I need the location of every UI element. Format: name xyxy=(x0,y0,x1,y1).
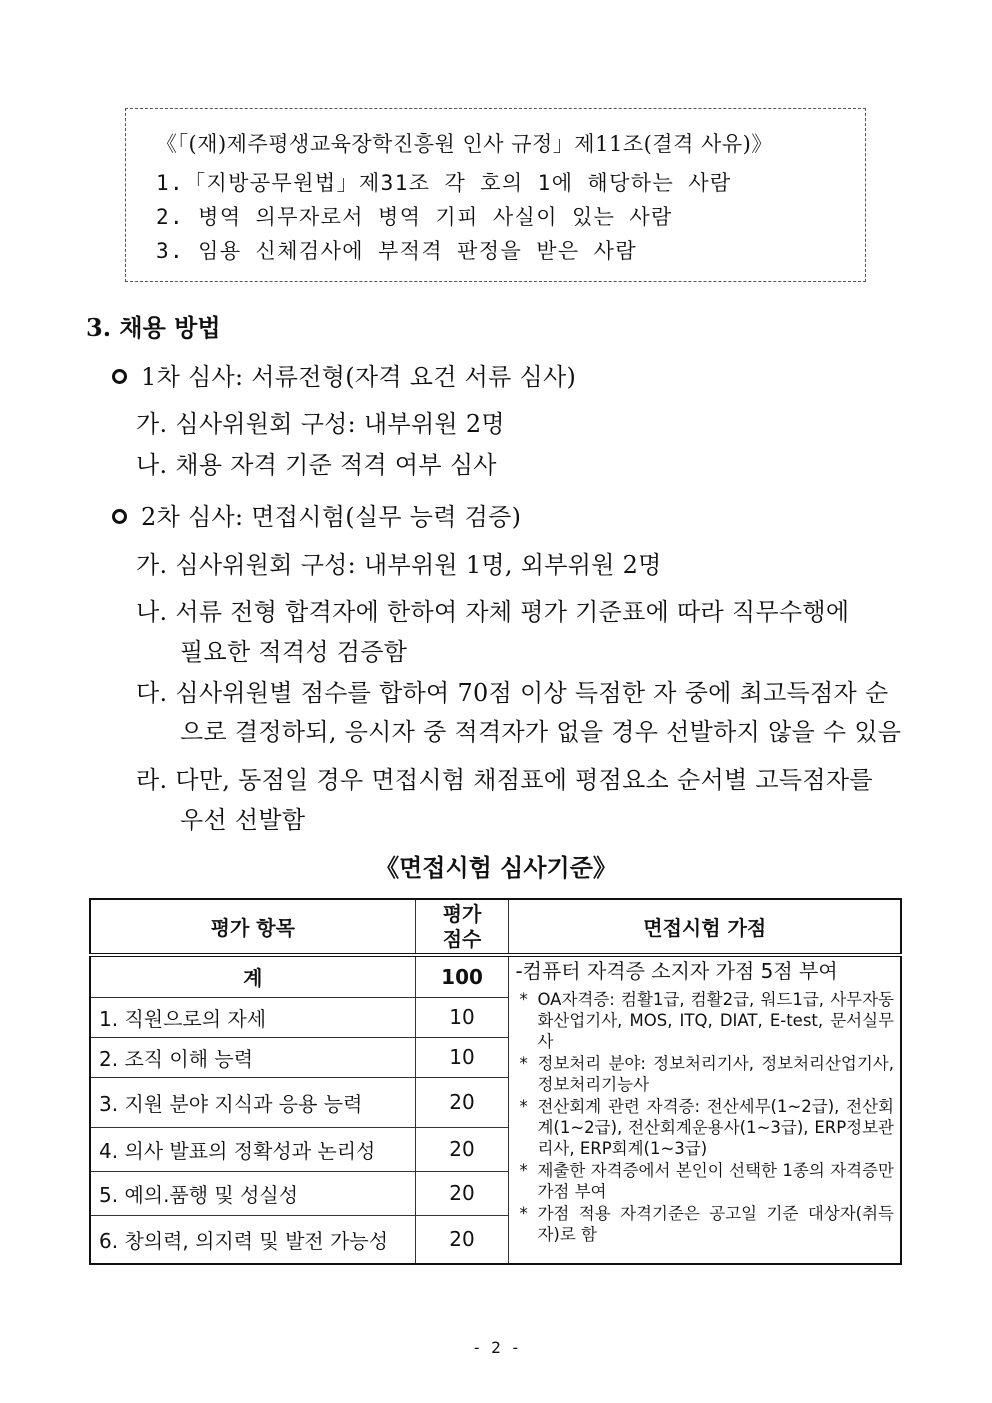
header-score xyxy=(415,899,509,955)
circle-bullet-icon xyxy=(112,509,127,524)
row-score: 20 xyxy=(415,1077,509,1127)
row-label: 6. 창의력, 의지력 및 발전 가능성 xyxy=(90,1215,415,1264)
row-score: 20 xyxy=(415,1127,509,1171)
asterisk-icon: * xyxy=(519,1097,528,1116)
asterisk-icon: * xyxy=(519,1204,528,1223)
stage2-item-d-line1: 라. 다만, 동점일 경우 면접시험 채점표에 평점요소 순서별 고득점자를 xyxy=(136,766,873,794)
regulation-box xyxy=(125,108,866,282)
bonus-notes-cell xyxy=(509,955,901,1264)
page-number: - 2 - xyxy=(471,1338,521,1357)
asterisk-icon: * xyxy=(519,1054,528,1073)
regulation-item-3: 3. 임용 신체검사에 부적격 판정을 받은 사람 xyxy=(156,239,638,263)
circle-bullet-icon xyxy=(112,369,127,384)
asterisk-icon: * xyxy=(519,1161,528,1180)
stage2-item-b-line2: 필요한 적격성 검증함 xyxy=(180,638,408,666)
total-score: 100 xyxy=(415,955,509,997)
stage1-item-b: 나. 채용 자격 기준 적격 여부 심사 xyxy=(136,451,497,479)
row-score: 10 xyxy=(415,1037,509,1077)
stage2-item-d-line2: 우선 선발함 xyxy=(180,806,306,834)
bonus-note-3: * 전산회계 관련 자격증: 전산세무(1~2급), 전산회계(1~2급), 전산회계운용사(1~3급), ERP정보관리사, ERP회계(1~3급) xyxy=(519,1097,894,1158)
stage2-item-b-line1: 나. 서류 전형 합격자에 한하여 자체 평가 기준표에 따라 직무수행에 xyxy=(136,598,850,626)
row-label: 2. 조직 이해 능력 xyxy=(90,1037,415,1077)
bonus-note-2: * 정보처리 분야: 정보처리기사, 정보처리산업기사, 정보처리기능사 xyxy=(519,1054,894,1094)
stage1-title-line xyxy=(112,357,576,392)
row-score: 20 xyxy=(415,1215,509,1264)
header-bonus: 면접시험 가점 xyxy=(509,899,901,955)
stage2-title: 2차 심사: 면접시험(실무 능력 검증) xyxy=(141,503,522,531)
section-heading: 3. 채용 방법 xyxy=(86,313,221,342)
table-row-total xyxy=(90,955,901,997)
stage2-item-a: 가. 심사위원회 구성: 내부위원 1명, 외부위원 2명 xyxy=(136,551,662,579)
interview-criteria-table xyxy=(89,898,902,1265)
header-score-line2: 점수 xyxy=(442,926,482,951)
stage1-item-a: 가. 심사위원회 구성: 내부위원 2명 xyxy=(136,410,505,438)
bonus-note-1: * OA자격증: 컴활1급, 컴활2급, 워드1급, 사무자동화산업기사, MOS, ITQ, DIAT, E-test, 문서실무사 xyxy=(519,990,894,1051)
header-score-line1: 평가 xyxy=(442,901,482,926)
row-label: 4. 의사 발표의 정확성과 논리성 xyxy=(90,1127,415,1171)
header-item: 평가 항목 xyxy=(90,899,415,955)
total-label: 계 xyxy=(90,955,415,997)
regulation-item-2: 2. 병역 의무자로서 병역 기피 사실이 있는 사람 xyxy=(156,205,673,229)
stage2-item-c-line1: 다. 심사위원별 점수를 합하여 70점 이상 득점한 자 중에 최고득점자 순 xyxy=(136,679,889,707)
bonus-intro: -컴퓨터 자격증 소지자 가점 5점 부여 xyxy=(515,959,838,983)
bonus-note-4: * 제출한 자격증에서 본인이 선택한 1종의 자격증만 가점 부여 xyxy=(519,1161,894,1201)
row-label: 5. 예의.품행 및 성실성 xyxy=(90,1171,415,1215)
row-label: 3. 지원 분야 지식과 응용 능력 xyxy=(90,1077,415,1127)
row-score: 10 xyxy=(415,997,509,1037)
regulation-item-1: 1.「지방공무원법」제31조 각 호의 1에 해당하는 사람 xyxy=(156,171,732,195)
asterisk-icon: * xyxy=(519,990,528,1009)
row-score: 20 xyxy=(415,1171,509,1215)
stage2-title-line xyxy=(112,497,521,532)
bonus-note-5: * 가점 적용 자격기준은 공고일 기준 대상자(취득자)로 함 xyxy=(519,1204,894,1244)
stage1-title: 1차 심사: 서류전형(자격 요건 서류 심사) xyxy=(141,363,577,391)
row-label: 1. 직원으로의 자세 xyxy=(90,997,415,1037)
table-title: 《면접시험 심사기준》 xyxy=(375,853,617,882)
regulation-title: 《「(재)제주평생교육장학진흥원 인사 규정」제11조(결격 사유)》 xyxy=(156,132,773,156)
stage2-item-c-line2: 으로 결정하되, 응시자 중 적격자가 없을 경우 선발하지 않을 수 있음 xyxy=(180,718,902,746)
table-header-row xyxy=(90,899,901,955)
